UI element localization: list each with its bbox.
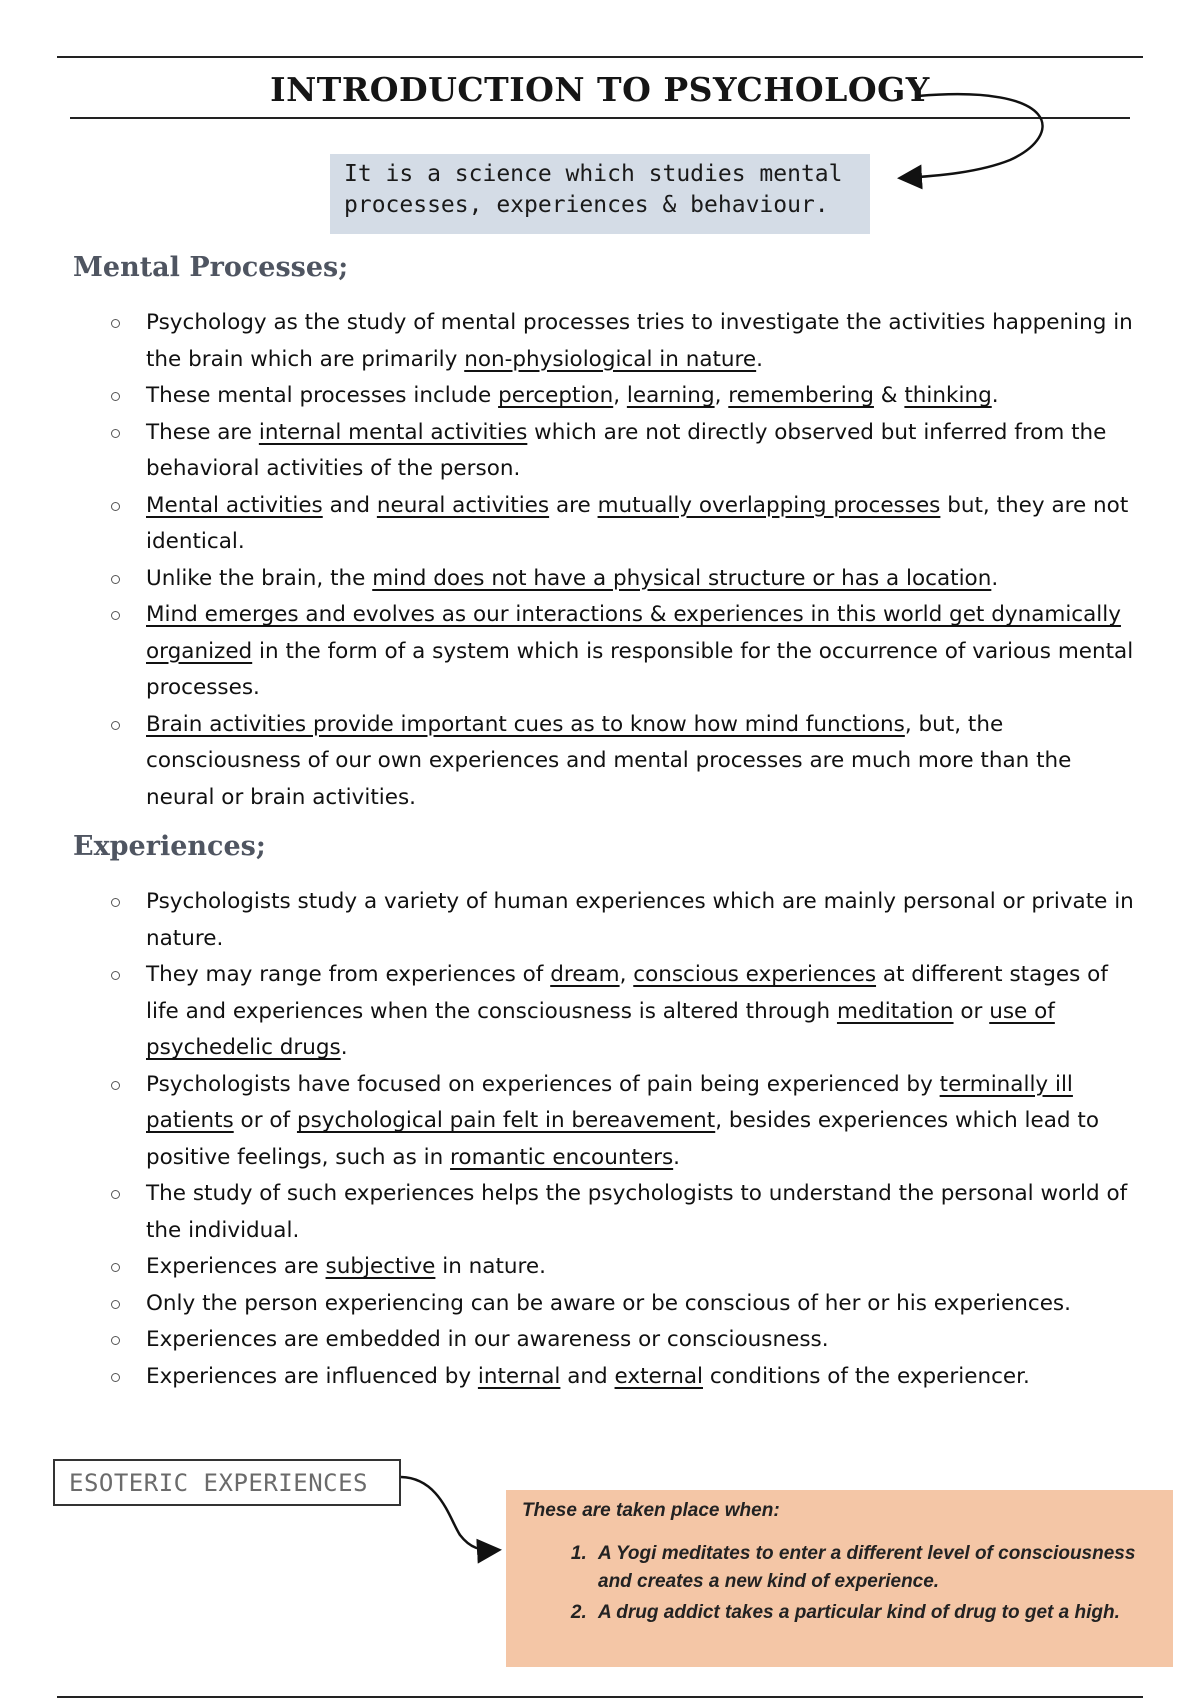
bottom-rule	[57, 1696, 1143, 1698]
underlined-phrase: internal	[477, 1363, 561, 1389]
bullet-circle-icon	[111, 1300, 120, 1309]
esoteric-point: 2. A drug addict takes a particular kind of drug to get a high.	[592, 1599, 1157, 1627]
mental-list-item: These are internal mental activities which are not directly observed but inferred from the behavioral activities of the person.	[0, 415, 1200, 488]
underlined-phrase: neural activities	[376, 492, 550, 518]
esoteric-experiences-label: ESOTERIC EXPERIENCES	[53, 1459, 401, 1506]
experiences-heading: Experiences;	[73, 831, 266, 862]
underlined-phrase: dream	[550, 962, 620, 987]
bullet-circle-icon	[111, 611, 120, 620]
underlined-phrase: external	[614, 1363, 703, 1389]
mental-list-item: Unlike the brain, the mind does not have a physical structure or has a location.	[0, 561, 1200, 598]
bullet-circle-icon	[111, 319, 120, 328]
bullet-circle-icon	[111, 721, 120, 730]
experiences-list-item: Experiences are influenced by internal and external conditions of the experiencer.	[0, 1359, 1200, 1396]
mental-processes-heading: Mental Processes;	[73, 252, 349, 283]
esoteric-to-note-arrow	[401, 1477, 497, 1550]
underlined-phrase: learning	[626, 383, 715, 408]
experiences-list-item: They may range from experiences of dream, conscious experiences at different stages of life and experiences when the consciousness is altered through meditation or use of psychedelic drugs.	[0, 957, 1200, 1067]
experiences-list-item: Only the person experiencing can be aware or be conscious of her or his experiences.	[0, 1286, 1200, 1323]
definition-line-1: It is a science which studies mental	[344, 161, 843, 187]
esoteric-points-list	[522, 1540, 1157, 1627]
bullet-circle-icon	[111, 1263, 120, 1272]
bullet-circle-icon	[111, 1081, 120, 1090]
esoteric-point: 1. A Yogi meditates to enter a different level of consciousness and creates a new kind of experience.	[592, 1540, 1157, 1596]
experiences-list-item: Experiences are embedded in our awareness or consciousness.	[0, 1322, 1200, 1359]
underlined-phrase: Mind emerges and evolves as our interactions & experiences in this world get dynamically organized	[146, 602, 1121, 664]
mental-processes-list	[0, 305, 1200, 816]
underlined-phrase: thinking	[904, 383, 992, 408]
underlined-phrase: terminally ill patients	[146, 1071, 1073, 1133]
bullet-circle-icon	[111, 898, 120, 907]
mental-list-item: These mental processes include perception, learning, remembering & thinking.	[0, 378, 1200, 415]
experiences-list-item: Psychologists have focused on experiences of pain being experienced by terminally ill patients or of psychological pain felt in bereavement, besides experiences which lead to positive feelings, such as in romantic encounters.	[0, 1067, 1200, 1177]
underlined-phrase: internal mental activities	[258, 419, 528, 445]
bullet-circle-icon	[111, 575, 120, 584]
bullet-circle-icon	[111, 1336, 120, 1345]
underlined-phrase: mutually overlapping processes	[597, 492, 941, 518]
underlined-phrase: mind does not have a physical structure or has a location	[372, 565, 992, 591]
bullet-circle-icon	[111, 392, 120, 401]
experiences-list-item: Experiences are subjective in nature.	[0, 1249, 1200, 1286]
underlined-phrase: perception	[498, 383, 614, 408]
mental-list-item: Mental activities and neural activities are mutually overlapping processes but, they are not identical.	[0, 488, 1200, 561]
underlined-phrase: conscious experiences	[633, 962, 877, 987]
underlined-phrase: psychological pain felt in bereavement	[296, 1108, 716, 1133]
esoteric-note-intro: These are taken place when:	[522, 1500, 780, 1521]
underlined-phrase: use of psychedelic drugs	[146, 998, 1055, 1060]
bullet-circle-icon	[111, 1373, 120, 1382]
mental-list-item: Brain activities provide important cues as to know how mind functions, but, the consciousness of our own experiences and mental processes are much more than the neural or brain activities.	[0, 707, 1200, 817]
underlined-phrase: Mental activities	[146, 492, 323, 518]
underlined-phrase: Brain activities provide important cues as to know how mind functions	[146, 711, 905, 737]
bullet-circle-icon	[111, 1190, 120, 1199]
bullet-circle-icon	[111, 971, 120, 980]
experiences-list	[0, 884, 1200, 1395]
underlined-phrase: remembering	[728, 383, 874, 408]
esoteric-note-box	[506, 1490, 1173, 1667]
underlined-phrase: romantic encounters	[450, 1144, 674, 1170]
experiences-list-item: The study of such experiences helps the psychologists to understand the personal world of the individual.	[0, 1176, 1200, 1249]
definition-line-2: processes, experiences & behaviour.	[344, 192, 829, 218]
bullet-circle-icon	[111, 502, 120, 511]
title-to-definition-arrow	[902, 94, 1043, 178]
underlined-phrase: non-physiological in nature	[464, 346, 757, 372]
underlined-phrase: subjective	[325, 1254, 436, 1279]
mental-list-item: Psychology as the study of mental processes tries to investigate the activities happening in the brain which are primarily non-physiological in nature.	[0, 305, 1200, 378]
mental-list-item: Mind emerges and evolves as our interactions & experiences in this world get dynamically organized in the form of a system which is responsible for the occurrence of various mental processes.	[0, 597, 1200, 707]
underlined-phrase: meditation	[836, 998, 954, 1024]
page-title: INTRODUCTION TO PSYCHOLOGY	[270, 70, 930, 109]
experiences-list-item: Psychologists study a variety of human experiences which are mainly personal or private in nature.	[0, 884, 1200, 957]
bullet-circle-icon	[111, 429, 120, 438]
